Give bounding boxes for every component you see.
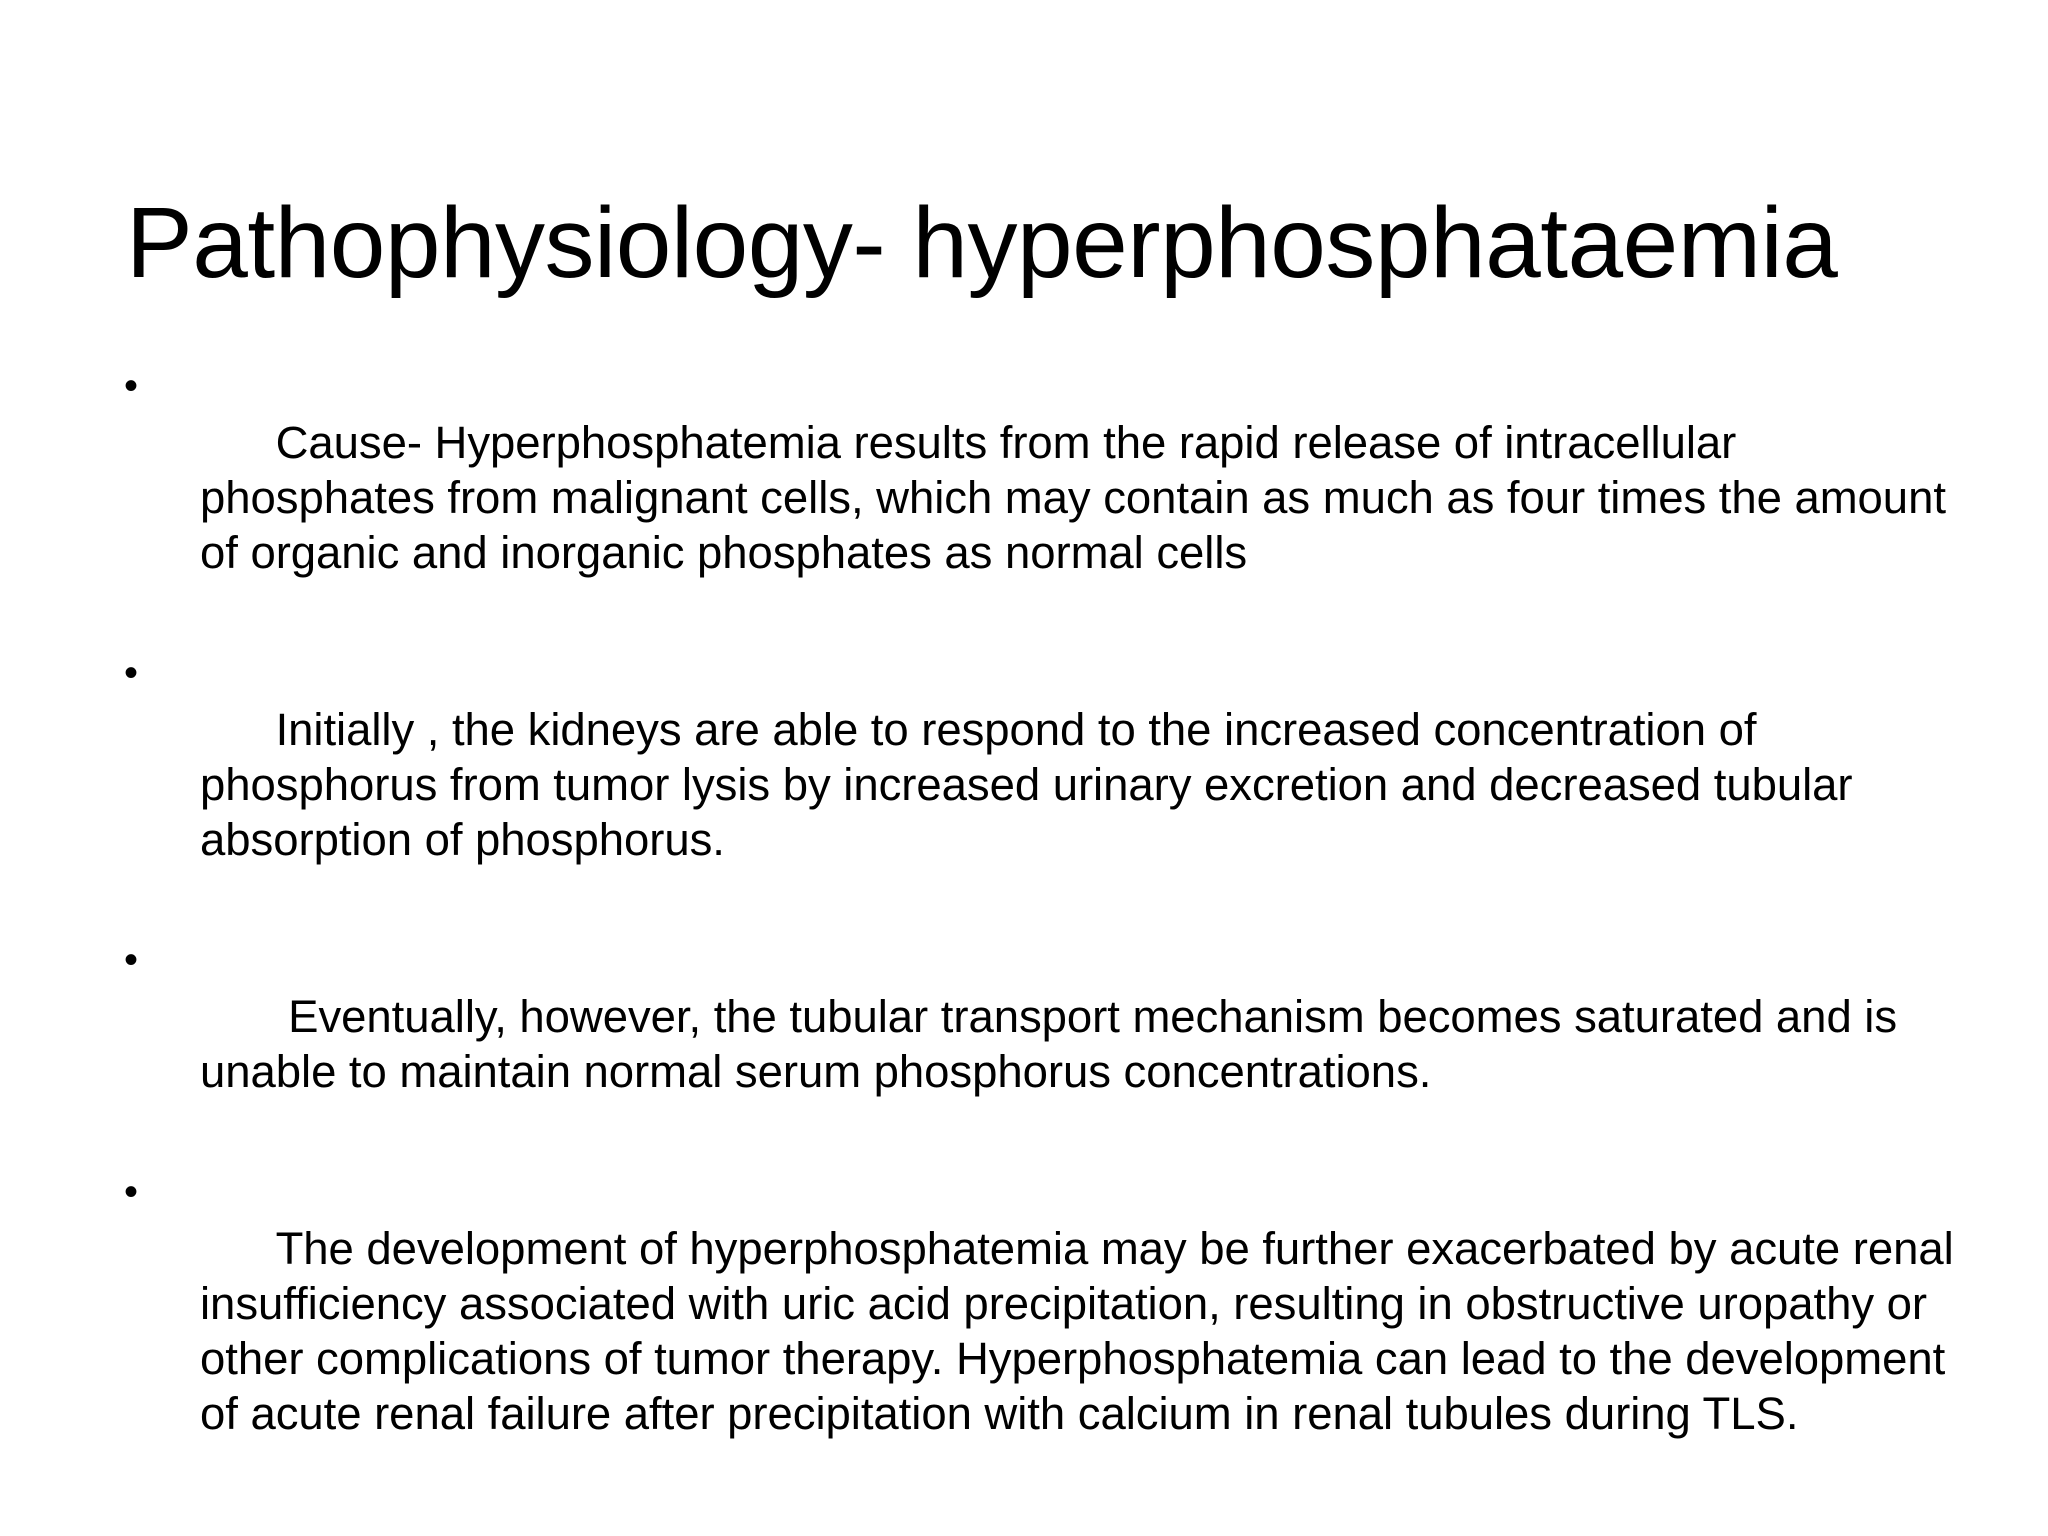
page-title: Pathophysiology- hyperphosphataemia <box>126 187 1838 299</box>
bullet-list <box>118 360 1967 1496</box>
list-item <box>118 934 1958 1154</box>
list-item <box>118 647 1958 922</box>
list-item <box>118 1166 1967 1496</box>
list-item-text: Cause- Hyperphosphatemia results from the rapid release of intracellular phosphates from malignant cells, which may contain as much as four times the amount of organic and inorganic phosphates as normal cells <box>200 417 1959 578</box>
bullet-point-icon: • <box>124 364 138 408</box>
bullet-point-icon: • <box>124 651 138 695</box>
list-item-text: The development of hyperphosphatemia may be further exacerbated by acute renal insufficiency associated with uric acid precipitation, resulting in obstructive uropathy or other complications of tumor therapy. Hyperphosphatemia can lead to the development of acute renal failure after precipitation with calcium in renal tubules during TLS. <box>200 1223 1967 1439</box>
list-item <box>118 360 1958 635</box>
list-item-text: Eventually, however, the tubular transport mechanism becomes saturated and is unable to maintain normal serum phosphorus concentrations. <box>200 991 1910 1097</box>
bullet-point-icon: • <box>124 938 138 982</box>
bullet-point-icon: • <box>124 1170 138 1214</box>
list-item-text: Initially , the kidneys are able to respond to the increased concentration of phosphorus from tumor lysis by increased urinary excretion and decreased tubular absorption of phosphorus. <box>200 704 1866 865</box>
